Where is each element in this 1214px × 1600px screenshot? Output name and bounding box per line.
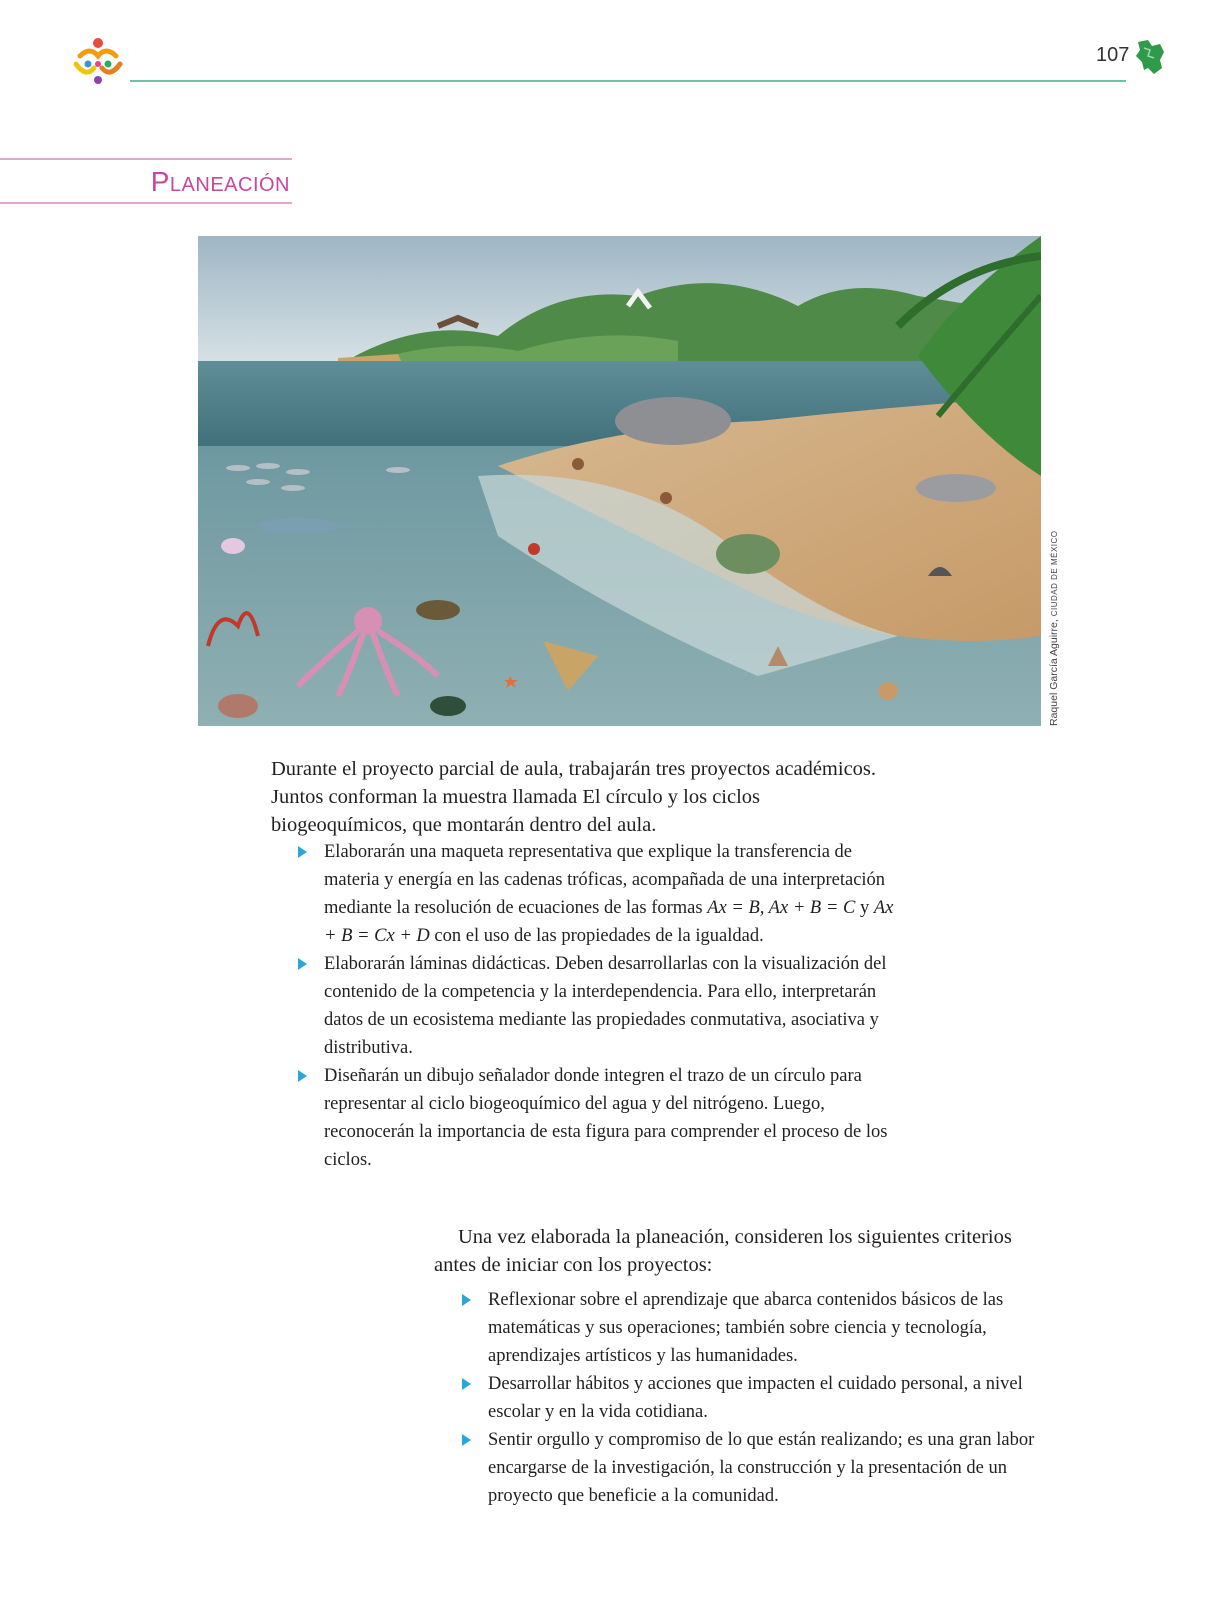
projects-list xyxy=(298,838,908,1174)
list-item xyxy=(462,1370,1042,1426)
list-item xyxy=(298,950,908,1062)
bullet-arrow-icon xyxy=(298,846,307,858)
list-item xyxy=(298,1062,908,1174)
book-logo-icon xyxy=(70,34,126,86)
header-rule xyxy=(130,80,1126,82)
section-header xyxy=(0,158,292,204)
credit-place: CIUDAD DE MÉXICO xyxy=(1050,530,1059,617)
illustration-credit xyxy=(1048,506,1060,726)
intro-paragraph: Durante el proyecto parcial de aula, trabajarán tres proyectos académicos. Juntos conforman la muestra llamada El círculo y los ciclos biogeoquímicos, que montarán dentro del aula. xyxy=(271,758,877,836)
section-rule-top xyxy=(0,158,292,160)
project-text: Elaborarán láminas didácticas. Deben desarrollarlas con la visualización del contenido de la competencia y la interdependencia. Para ello, interpretarán datos de un ecosistema mediante las propiedades conmutativa, asociativa y distributiva. xyxy=(324,954,887,1058)
bullet-arrow-icon xyxy=(298,1070,307,1082)
criteria-text: Reflexionar sobre el aprendizaje que abarca contenidos básicos de las matemáticas y sus operaciones; también sobre ciencia y tecnología, aprendizajes artísticos y las humanidades. xyxy=(488,1290,1004,1366)
credit-name: Raquel García Aguirre, xyxy=(1048,619,1060,726)
list-item xyxy=(298,838,908,950)
criteria-text: Sentir orgullo y compromiso de lo que están realizando; es una gran labor encargarse de la investigación, la construcción y la presentación de un proyecto que beneficie a la comunidad. xyxy=(488,1430,1035,1506)
criteria-list xyxy=(462,1286,1042,1510)
page-number: 107 xyxy=(1096,44,1130,66)
project-text: Diseñarán un dibujo señalador donde integren el trazo de un círculo para representar al ciclo biogeoquímico del agua y del nitrógeno. Luego, reconocerán la importancia de esta figura para comprender el proceso de los ciclos. xyxy=(324,1066,888,1170)
equation-forms: Ax = B, Ax + B = C xyxy=(707,898,856,918)
criteria-text: Desarrollar hábitos y acciones que impacten el cuidado personal, a nivel escolar y en la vida cotidiana. xyxy=(488,1374,1023,1422)
bullet-arrow-icon xyxy=(462,1434,471,1446)
bullet-arrow-icon xyxy=(462,1378,471,1390)
project-text-mid: y xyxy=(855,898,874,918)
section-title: Planeación xyxy=(150,166,290,197)
equation-form-general: Ax + B = Cx + D xyxy=(324,898,894,946)
list-item xyxy=(462,1286,1042,1370)
mexico-map-icon xyxy=(1134,38,1166,76)
list-item xyxy=(462,1426,1042,1510)
project-text-after: con el uso de las propiedades de la igualdad. xyxy=(429,926,764,946)
ecosystem-illustration xyxy=(198,236,1041,726)
section-rule-bottom xyxy=(0,202,292,204)
criteria-intro xyxy=(434,1223,1034,1279)
project-text-before: Elaborarán una maqueta representativa que explique la transferencia de materia y energía en las cadenas tróficas, acompañada de una interpretación mediante la resolución de ecuaciones de las formas xyxy=(324,842,886,918)
criteria-intro-text: Una vez elaborada la planeación, consideren los siguientes criterios antes de iniciar con los proyectos: xyxy=(434,1226,1012,1276)
bullet-arrow-icon xyxy=(298,958,307,970)
bullet-arrow-icon xyxy=(462,1294,471,1306)
